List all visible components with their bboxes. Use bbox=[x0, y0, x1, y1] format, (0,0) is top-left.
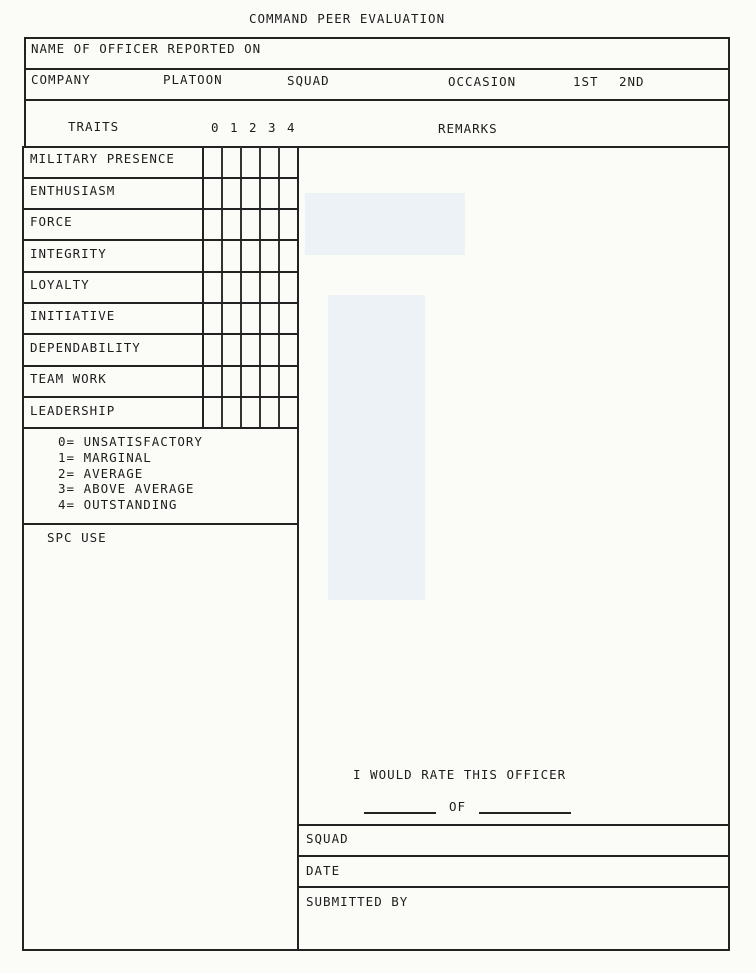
border-right bbox=[728, 37, 730, 951]
legend-item: 3= ABOVE AVERAGE bbox=[58, 481, 195, 496]
score-col-line-1 bbox=[221, 147, 223, 429]
trait-label: DEPENDABILITY bbox=[30, 340, 141, 355]
trait-label: INITIATIVE bbox=[30, 308, 116, 323]
legend-item: 1= MARGINAL bbox=[58, 450, 152, 465]
trait-label: INTEGRITY bbox=[30, 246, 107, 261]
trait-label: ENTHUSIASM bbox=[30, 183, 116, 198]
score-header-4: 4 bbox=[287, 120, 296, 135]
occasion-label: OCCASION bbox=[448, 74, 517, 89]
paper-stain bbox=[328, 295, 425, 600]
name-of-officer-field[interactable]: NAME OF OFFICER REPORTED ON bbox=[31, 41, 262, 56]
border-top bbox=[24, 37, 730, 39]
footer-line-submitted bbox=[297, 886, 730, 888]
trait-col-divider bbox=[202, 147, 204, 429]
score-col-line-4 bbox=[278, 147, 280, 429]
trait-label: LEADERSHIP bbox=[30, 403, 116, 418]
footer-date-field[interactable]: DATE bbox=[306, 863, 341, 878]
company-field[interactable]: COMPANY bbox=[31, 72, 91, 87]
rating-of-label: OF bbox=[449, 799, 467, 814]
row-divider-company bbox=[24, 99, 730, 101]
trait-row-line bbox=[22, 427, 299, 429]
score-header-0: 0 bbox=[211, 120, 220, 135]
squad-field[interactable]: SQUAD bbox=[287, 73, 330, 88]
trait-row-line bbox=[22, 271, 299, 273]
occasion-first-option[interactable]: 1ST bbox=[573, 74, 599, 89]
legend-item: 0= UNSATISFACTORY bbox=[58, 434, 203, 449]
trait-row-line bbox=[22, 365, 299, 367]
trait-row-line bbox=[22, 396, 299, 398]
trait-label: MILITARY PRESENCE bbox=[30, 151, 175, 166]
score-header-2: 2 bbox=[249, 120, 258, 135]
legend-bottom-line bbox=[22, 523, 299, 525]
border-left-lower bbox=[22, 147, 24, 951]
occasion-second-option[interactable]: 2ND bbox=[619, 74, 645, 89]
spc-use-label: SPC USE bbox=[47, 530, 107, 545]
row-divider-name bbox=[24, 68, 730, 70]
footer-squad-field[interactable]: SQUAD bbox=[306, 831, 349, 846]
trait-row-line bbox=[22, 208, 299, 210]
footer-line-squad bbox=[297, 824, 730, 826]
row-divider-traits bbox=[22, 146, 730, 148]
traits-header: TRAITS bbox=[68, 119, 120, 134]
trait-row-line bbox=[22, 333, 299, 335]
rating-rank-blank[interactable] bbox=[364, 812, 436, 814]
form-title: COMMAND PEER EVALUATION bbox=[249, 11, 446, 26]
trait-label: LOYALTY bbox=[30, 277, 90, 292]
score-header-1: 1 bbox=[230, 120, 239, 135]
paper-stain bbox=[305, 193, 465, 255]
score-col-line-2 bbox=[240, 147, 242, 429]
trait-label: FORCE bbox=[30, 214, 73, 229]
rating-total-blank[interactable] bbox=[479, 812, 571, 814]
legend-item: 2= AVERAGE bbox=[58, 466, 144, 481]
platoon-field[interactable]: PLATOON bbox=[163, 72, 223, 87]
rating-statement: I WOULD RATE THIS OFFICER bbox=[353, 767, 567, 782]
trait-row-line bbox=[22, 302, 299, 304]
trait-row-line bbox=[22, 177, 299, 179]
remarks-header: REMARKS bbox=[438, 121, 498, 136]
score-col-line-3 bbox=[259, 147, 261, 429]
trait-row-line bbox=[22, 239, 299, 241]
submitted-by-field[interactable]: SUBMITTED BY bbox=[306, 894, 409, 909]
trait-label: TEAM WORK bbox=[30, 371, 107, 386]
footer-line-date bbox=[297, 855, 730, 857]
legend-item: 4= OUTSTANDING bbox=[58, 497, 178, 512]
left-panel-right-border bbox=[297, 147, 299, 951]
border-bottom bbox=[22, 949, 730, 951]
score-header-3: 3 bbox=[268, 120, 277, 135]
border-left bbox=[24, 37, 26, 147]
